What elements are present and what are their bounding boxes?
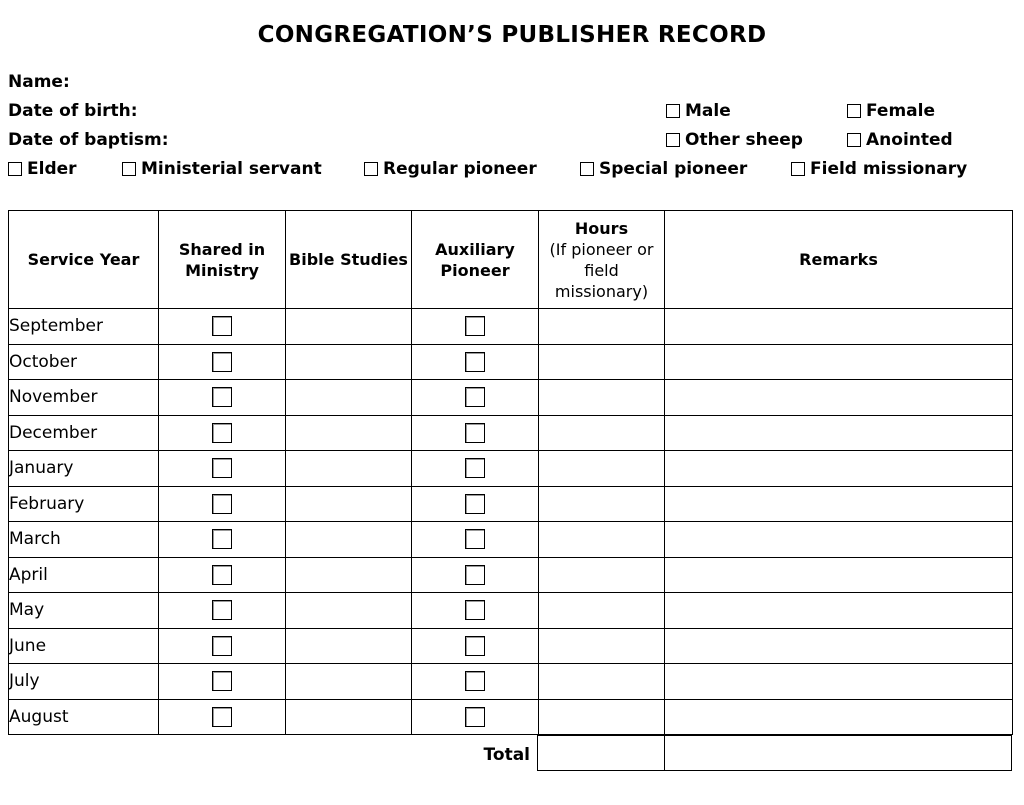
auxiliary-pioneer-header: Auxiliary Pioneer bbox=[412, 211, 539, 309]
hours-cell[interactable] bbox=[539, 628, 665, 664]
shared-in-ministry-checkbox[interactable] bbox=[212, 707, 232, 727]
remarks-header: Remarks bbox=[665, 211, 1013, 309]
bible-studies-cell[interactable] bbox=[286, 664, 412, 700]
auxiliary-cell bbox=[412, 699, 539, 735]
month-cell: March bbox=[9, 522, 159, 558]
bible-studies-cell[interactable] bbox=[286, 557, 412, 593]
field-missionary-checkbox[interactable] bbox=[791, 162, 805, 176]
elder-option[interactable] bbox=[8, 158, 77, 180]
shared-cell bbox=[159, 415, 286, 451]
auxiliary-pioneer-checkbox[interactable] bbox=[465, 387, 485, 407]
remarks-cell[interactable] bbox=[665, 557, 1013, 593]
month-cell: July bbox=[9, 664, 159, 700]
auxiliary-cell bbox=[412, 415, 539, 451]
publisher-record-table bbox=[8, 210, 1013, 735]
special-pioneer-label: Special pioneer bbox=[599, 159, 748, 179]
month-cell: June bbox=[9, 628, 159, 664]
table-row bbox=[9, 486, 1013, 522]
auxiliary-cell bbox=[412, 344, 539, 380]
month-cell: October bbox=[9, 344, 159, 380]
regular-pioneer-checkbox[interactable] bbox=[364, 162, 378, 176]
auxiliary-pioneer-checkbox[interactable] bbox=[465, 423, 485, 443]
service-year-header: Service Year bbox=[9, 211, 159, 309]
shared-cell bbox=[159, 699, 286, 735]
female-option[interactable] bbox=[847, 100, 935, 122]
auxiliary-pioneer-checkbox[interactable] bbox=[465, 636, 485, 656]
shared-in-ministry-checkbox[interactable] bbox=[212, 423, 232, 443]
auxiliary-pioneer-checkbox[interactable] bbox=[465, 494, 485, 514]
special-pioneer-option[interactable] bbox=[580, 158, 747, 180]
bible-studies-cell[interactable] bbox=[286, 451, 412, 487]
hours-cell[interactable] bbox=[539, 664, 665, 700]
male-option[interactable] bbox=[666, 100, 731, 122]
bible-studies-header: Bible Studies bbox=[286, 211, 412, 309]
bible-studies-cell[interactable] bbox=[286, 309, 412, 345]
name-label: Name: bbox=[8, 72, 70, 92]
remarks-cell[interactable] bbox=[665, 344, 1013, 380]
auxiliary-cell bbox=[412, 557, 539, 593]
anointed-label: Anointed bbox=[866, 130, 953, 150]
total-label: Total bbox=[483, 745, 530, 765]
remarks-cell[interactable] bbox=[665, 415, 1013, 451]
hours-cell[interactable] bbox=[539, 486, 665, 522]
ministerial-servant-checkbox[interactable] bbox=[122, 162, 136, 176]
table-row bbox=[9, 699, 1013, 735]
auxiliary-pioneer-checkbox[interactable] bbox=[465, 565, 485, 585]
shared-in-ministry-checkbox[interactable] bbox=[212, 636, 232, 656]
shared-in-ministry-checkbox[interactable] bbox=[212, 494, 232, 514]
other-sheep-option[interactable] bbox=[666, 129, 803, 151]
female-label: Female bbox=[866, 101, 935, 121]
auxiliary-cell bbox=[412, 628, 539, 664]
remarks-cell[interactable] bbox=[665, 380, 1013, 416]
regular-pioneer-option[interactable] bbox=[364, 158, 537, 180]
month-cell: November bbox=[9, 380, 159, 416]
auxiliary-pioneer-checkbox[interactable] bbox=[465, 671, 485, 691]
special-pioneer-checkbox[interactable] bbox=[580, 162, 594, 176]
remarks-cell[interactable] bbox=[665, 699, 1013, 735]
remarks-cell[interactable] bbox=[665, 451, 1013, 487]
auxiliary-pioneer-checkbox[interactable] bbox=[465, 458, 485, 478]
auxiliary-cell bbox=[412, 486, 539, 522]
shared-cell bbox=[159, 451, 286, 487]
table-row bbox=[9, 522, 1013, 558]
table-row bbox=[9, 593, 1013, 629]
shared-in-ministry-header: Shared in Ministry bbox=[159, 211, 286, 309]
bible-studies-cell[interactable] bbox=[286, 344, 412, 380]
total-hours-field[interactable] bbox=[537, 735, 665, 771]
month-cell: February bbox=[9, 486, 159, 522]
ministerial-servant-label: Ministerial servant bbox=[141, 159, 322, 179]
anointed-checkbox[interactable] bbox=[847, 133, 861, 147]
ministerial-servant-option[interactable] bbox=[122, 158, 322, 180]
bible-studies-cell[interactable] bbox=[286, 593, 412, 629]
table-row bbox=[9, 309, 1013, 345]
month-cell: December bbox=[9, 415, 159, 451]
table-row bbox=[9, 664, 1013, 700]
shared-in-ministry-checkbox[interactable] bbox=[212, 387, 232, 407]
shared-in-ministry-checkbox[interactable] bbox=[212, 600, 232, 620]
shared-in-ministry-checkbox[interactable] bbox=[212, 671, 232, 691]
shared-cell bbox=[159, 557, 286, 593]
field-missionary-label: Field missionary bbox=[810, 159, 968, 179]
auxiliary-pioneer-checkbox[interactable] bbox=[465, 707, 485, 727]
other-sheep-checkbox[interactable] bbox=[666, 133, 680, 147]
remarks-cell[interactable] bbox=[665, 522, 1013, 558]
bible-studies-cell[interactable] bbox=[286, 628, 412, 664]
bible-studies-cell[interactable] bbox=[286, 486, 412, 522]
month-cell: August bbox=[9, 699, 159, 735]
hours-header-title: Hours bbox=[574, 218, 629, 238]
date-of-birth-label: Date of birth: bbox=[8, 101, 138, 121]
month-cell: April bbox=[9, 557, 159, 593]
auxiliary-cell bbox=[412, 380, 539, 416]
hours-cell[interactable] bbox=[539, 344, 665, 380]
hours-cell[interactable] bbox=[539, 699, 665, 735]
date-of-baptism-label: Date of baptism: bbox=[8, 130, 169, 150]
hours-cell[interactable] bbox=[539, 415, 665, 451]
shared-in-ministry-checkbox[interactable] bbox=[212, 316, 232, 336]
table-row bbox=[9, 415, 1013, 451]
hours-header-subtitle: (If pioneer or field missionary) bbox=[549, 239, 654, 301]
male-label: Male bbox=[685, 101, 731, 121]
shared-cell bbox=[159, 628, 286, 664]
shared-in-ministry-checkbox[interactable] bbox=[212, 352, 232, 372]
hours-cell[interactable] bbox=[539, 451, 665, 487]
bible-studies-cell[interactable] bbox=[286, 699, 412, 735]
auxiliary-cell bbox=[412, 664, 539, 700]
anointed-option[interactable] bbox=[847, 129, 953, 151]
remarks-cell[interactable] bbox=[665, 309, 1013, 345]
other-sheep-label: Other sheep bbox=[685, 130, 803, 150]
regular-pioneer-label: Regular pioneer bbox=[383, 159, 537, 179]
hours-cell[interactable] bbox=[539, 380, 665, 416]
hours-cell[interactable] bbox=[539, 557, 665, 593]
shared-cell bbox=[159, 664, 286, 700]
auxiliary-pioneer-checkbox[interactable] bbox=[465, 529, 485, 549]
remarks-cell[interactable] bbox=[665, 664, 1013, 700]
hours-cell[interactable] bbox=[539, 309, 665, 345]
male-checkbox[interactable] bbox=[666, 104, 680, 118]
table-row bbox=[9, 628, 1013, 664]
total-remarks-field[interactable] bbox=[664, 735, 1012, 771]
shared-cell bbox=[159, 593, 286, 629]
table-row bbox=[9, 451, 1013, 487]
table-row bbox=[9, 380, 1013, 416]
shared-cell bbox=[159, 380, 286, 416]
month-cell: May bbox=[9, 593, 159, 629]
shared-cell bbox=[159, 522, 286, 558]
hours-cell[interactable] bbox=[539, 522, 665, 558]
shared-in-ministry-checkbox[interactable] bbox=[212, 529, 232, 549]
auxiliary-cell bbox=[412, 309, 539, 345]
field-missionary-option[interactable] bbox=[791, 158, 967, 180]
auxiliary-pioneer-checkbox[interactable] bbox=[465, 600, 485, 620]
auxiliary-cell bbox=[412, 451, 539, 487]
auxiliary-cell bbox=[412, 593, 539, 629]
bible-studies-cell[interactable] bbox=[286, 380, 412, 416]
auxiliary-pioneer-checkbox[interactable] bbox=[465, 352, 485, 372]
remarks-cell[interactable] bbox=[665, 628, 1013, 664]
shared-in-ministry-checkbox[interactable] bbox=[212, 565, 232, 585]
remarks-cell[interactable] bbox=[665, 486, 1013, 522]
bible-studies-cell[interactable] bbox=[286, 415, 412, 451]
auxiliary-pioneer-checkbox[interactable] bbox=[465, 316, 485, 336]
shared-in-ministry-checkbox[interactable] bbox=[212, 458, 232, 478]
shared-cell bbox=[159, 486, 286, 522]
auxiliary-cell bbox=[412, 522, 539, 558]
hours-header bbox=[539, 211, 665, 309]
elder-label: Elder bbox=[27, 159, 77, 179]
hours-cell[interactable] bbox=[539, 593, 665, 629]
month-cell: January bbox=[9, 451, 159, 487]
elder-checkbox[interactable] bbox=[8, 162, 22, 176]
remarks-cell[interactable] bbox=[665, 593, 1013, 629]
table-row bbox=[9, 344, 1013, 380]
page-title: CONGREGATION’S PUBLISHER RECORD bbox=[257, 22, 767, 48]
table-row bbox=[9, 557, 1013, 593]
bible-studies-cell[interactable] bbox=[286, 522, 412, 558]
header-row bbox=[9, 211, 1013, 309]
female-checkbox[interactable] bbox=[847, 104, 861, 118]
shared-cell bbox=[159, 309, 286, 345]
month-cell: September bbox=[9, 309, 159, 345]
shared-cell bbox=[159, 344, 286, 380]
